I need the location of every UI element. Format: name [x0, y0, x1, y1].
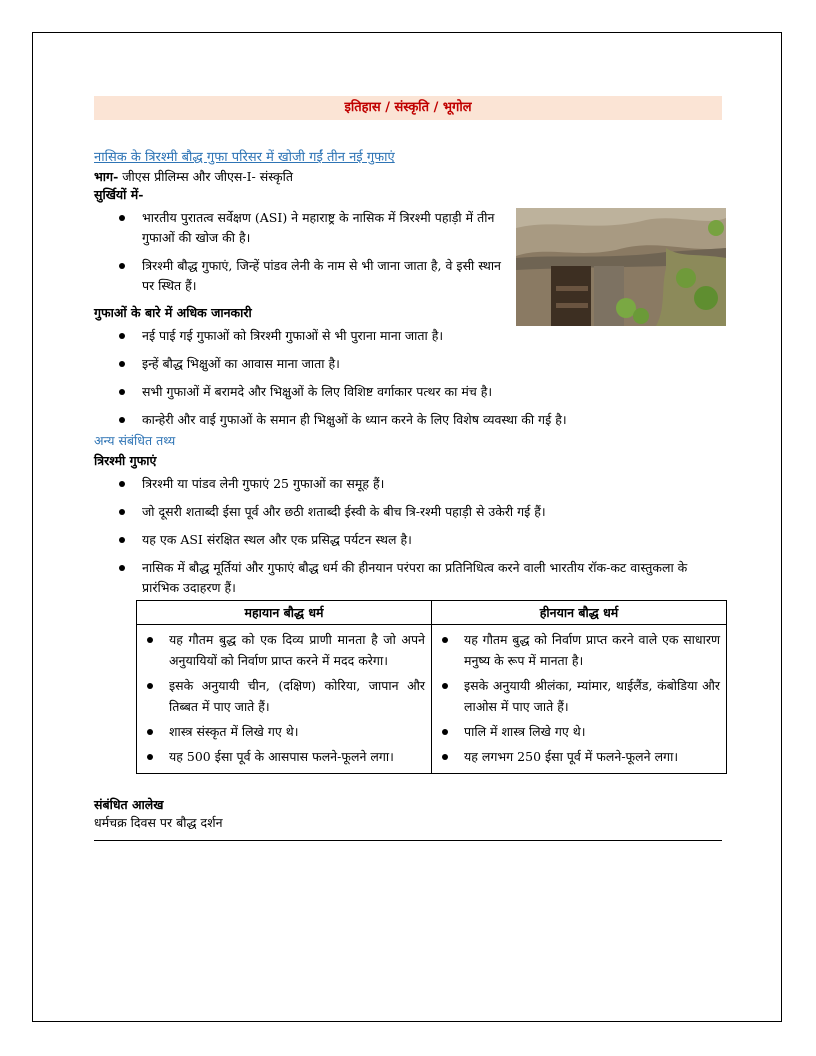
- list-item: सभी गुफाओं में बरामदे और भिक्षुओं के लिए विशिष्ट वर्गाकार पत्थर का मंच है।: [142, 382, 722, 402]
- list-item: जो दूसरी शताब्दी ईसा पूर्व और छठी शताब्दी ईस्वी के बीच त्रि-रश्मी पहाड़ी से उकेरी गई हैं।: [142, 502, 722, 522]
- trirashmi-facts-list: [94, 474, 722, 598]
- more-info-heading: गुफाओं के बारे में अधिक जानकारी: [94, 305, 252, 320]
- related-heading: संबंधित आलेख: [94, 797, 164, 812]
- trirashmi-heading: त्रिरश्मी गुफाएं: [94, 453, 157, 468]
- column-header-hinayana: हीनयान बौद्ध धर्म: [432, 601, 727, 625]
- list-item: भारतीय पुरातत्व सर्वेक्षण (ASI) ने महाराष्ट्र के नासिक में त्रिरश्मी पहाड़ी में तीन गुफाओं की खोज की है।: [142, 208, 506, 248]
- list-item: यह 500 ईसा पूर्व के आसपास फलने-फूलने लगा।: [169, 746, 425, 767]
- list-item: त्रिरश्मी बौद्ध गुफाएं, जिन्हें पांडव लेनी के नाम से भी जाना जाता है, वे इसी स्थान पर स्थित हैं।: [142, 256, 506, 296]
- related-article-link[interactable]: धर्मचक्र दिवस पर बौद्ध दर्शन: [94, 815, 223, 830]
- intro-section: [94, 120, 722, 296]
- headlines-heading: सुर्खियों में-: [94, 187, 144, 202]
- syllabus-part: [94, 168, 722, 186]
- related-articles: [94, 796, 722, 841]
- list-item: पालि में शास्त्र लिखे गए थे।: [464, 721, 720, 742]
- list-item: कान्हेरी और वाई गुफाओं के समान ही भिक्षुओं के ध्यान करने के लिए विशेष व्यवस्था की गई है।: [142, 410, 722, 430]
- list-item: नई पाई गई गुफाओं को त्रिरश्मी गुफाओं से भी पुराना माना जाता है।: [142, 326, 722, 346]
- comparison-table: [136, 600, 727, 774]
- table-header-row: [137, 601, 727, 625]
- list-item: इसके अनुयायी श्रीलंका, म्यांमार, थाईलैंड, कंबोडिया और लाओस में पाए जाते हैं।: [464, 675, 720, 717]
- list-item: इन्हें बौद्ध भिक्षुओं का आवास माना जाता है।: [142, 354, 722, 374]
- column-header-mahayana: महायान बौद्ध धर्म: [137, 601, 432, 625]
- list-item: त्रिरश्मी या पांडव लेनी गुफाएं 25 गुफाओं का समूह हैं।: [142, 474, 722, 494]
- list-item: नासिक में बौद्ध मूर्तियां और गुफाएं बौद्ध धर्म की हीनयान परंपरा का प्रतिनिधित्व करने वाली भारतीय रॉक-कट वास्तुकला के प्रारंभिक उदाहरण हैं।: [142, 558, 722, 598]
- list-item: यह गौतम बुद्ध को एक दिव्य प्राणी मानता है जो अपने अनुयायियों को निर्वाण प्राप्त करने में मदद करेगा।: [169, 629, 425, 671]
- divider: [94, 840, 722, 841]
- list-item: यह लगभग 250 ईसा पूर्व में फलने-फूलने लगा।: [464, 746, 720, 767]
- list-item: यह एक ASI संरक्षित स्थल और एक प्रसिद्ध पर्यटन स्थल है।: [142, 530, 722, 550]
- hinayana-cell: [432, 625, 727, 774]
- part-label: भाग-: [94, 169, 119, 184]
- list-item: शास्त्र संस्कृत में लिखे गए थे।: [169, 721, 425, 742]
- list-item: यह गौतम बुद्ध को निर्वाण प्राप्त करने वाले एक साधारण मनुष्य के रूप में मानता है।: [464, 629, 720, 671]
- list-item: इसके अनुयायी चीन, (दक्षिण) कोरिया, जापान और तिब्बत में पाए जाते हैं।: [169, 675, 425, 717]
- category-banner: इतिहास / संस्कृति / भूगोल: [94, 96, 722, 120]
- article-title-link[interactable]: नासिक के त्रिरश्मी बौद्ध गुफा परिसर में खोजी गईं तीन नई गुफाएं: [94, 150, 395, 165]
- other-facts-heading: अन्य संबंधित तथ्य: [94, 433, 176, 448]
- headlines-list: [94, 208, 506, 296]
- cave-photo: [516, 208, 726, 326]
- table-row: [137, 625, 727, 774]
- mahayana-cell: [137, 625, 432, 774]
- more-info-list: [94, 326, 722, 430]
- part-value: जीएस प्रीलिम्स और जीएस-I- संस्कृति: [118, 169, 294, 184]
- document-content: [94, 96, 722, 841]
